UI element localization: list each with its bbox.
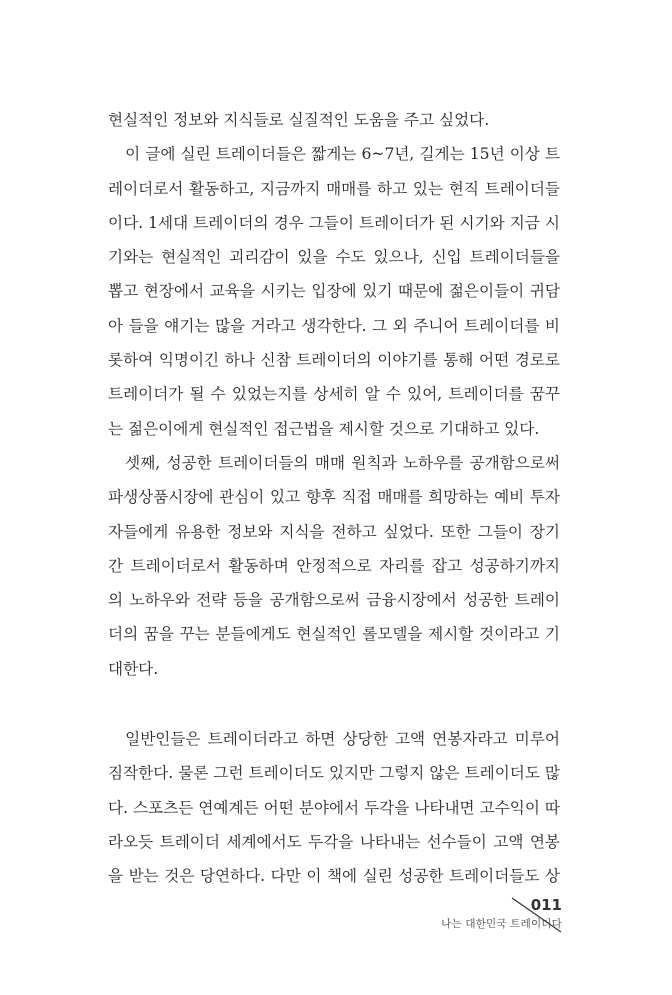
text-line: 이다. 1세대 트레이더의 경우 그들이 트레이더가 된 시기와 지금 시 [108,213,560,232]
text-line: 셋째, 성공한 트레이더들의 매매 원칙과 노하우를 공개함으로써 [125,453,560,472]
text-line: 일반인들은 트레이더라고 하면 상당한 고액 연봉자라고 미루어 [125,730,560,749]
text-line: 는 젊은이에게 현실적인 접근법을 제시할 것으로 기대하고 있다. [108,419,540,438]
text-line: 의 노하우와 전략 등을 공개함으로써 금융시장에서 성공한 트레이 [108,591,560,610]
text-line: 간 트레이더로서 활동하며 안정적으로 자리를 잡고 성공하기까지 [108,556,560,575]
text-line: 롯하여 익명이긴 하나 신참 트레이더의 이야기를 통해 어떤 경로로 [108,351,560,370]
text-line: 대한다. [108,659,159,678]
text-line: 현실적인 정보와 지식들로 실질적인 도움을 주고 싶었다. [108,111,490,129]
text-line: 자들에게 유용한 정보와 지식을 전하고 싶었다. 또한 그들이 장기 [108,522,560,541]
running-title: 나는 대한민국 트레이더다 [441,918,562,930]
text-line: 아 들을 얘기는 많을 거라고 생각한다. 그 외 주니어 트레이더를 비 [108,316,560,335]
page-number: 011 [530,896,562,914]
text-line: 파생상품시장에 관심이 있고 향후 직접 매매를 희망하는 예비 투자 [108,488,560,507]
text-line: 다. 스포츠든 연예계든 어떤 분야에서 두각을 나타내면 고수익이 따 [108,798,560,817]
text-line: 더의 꿈을 꾸는 분들에게도 현실적인 롤모델을 제시할 것이라고 기 [108,625,560,644]
page-footer [420,892,562,936]
body-text [108,103,560,894]
text-line: 뽑고 현장에서 교육을 시키는 입장에 있기 때문에 젊은이들이 귀담 [108,282,560,301]
text-line: 기와는 현실적인 괴리감이 있을 수도 있으나, 신입 트레이더들을 [108,248,560,267]
text-line: 레이더로서 활동하고, 지금까지 매매를 하고 있는 현직 트레이더들 [108,179,560,198]
text-line: 트레이더가 될 수 있었는지를 상세히 알 수 있어, 트레이더를 꿈꾸 [108,385,560,404]
section-gap [108,686,560,722]
text-line: 을 받는 것은 당연하다. 다만 이 책에 실린 성공한 트레이더들도 상 [108,867,560,886]
text-line: 이 글에 실린 트레이더들은 짧게는 6~7년, 길게는 15년 이상 트 [125,145,560,164]
text-line: 짐작한다. 물론 그런 트레이더도 있지만 그렇지 않은 트레이더도 많 [108,764,560,783]
text-line: 라오듯 트레이더 세계에서도 두각을 나타내는 선수들이 고액 연봉 [108,832,560,851]
